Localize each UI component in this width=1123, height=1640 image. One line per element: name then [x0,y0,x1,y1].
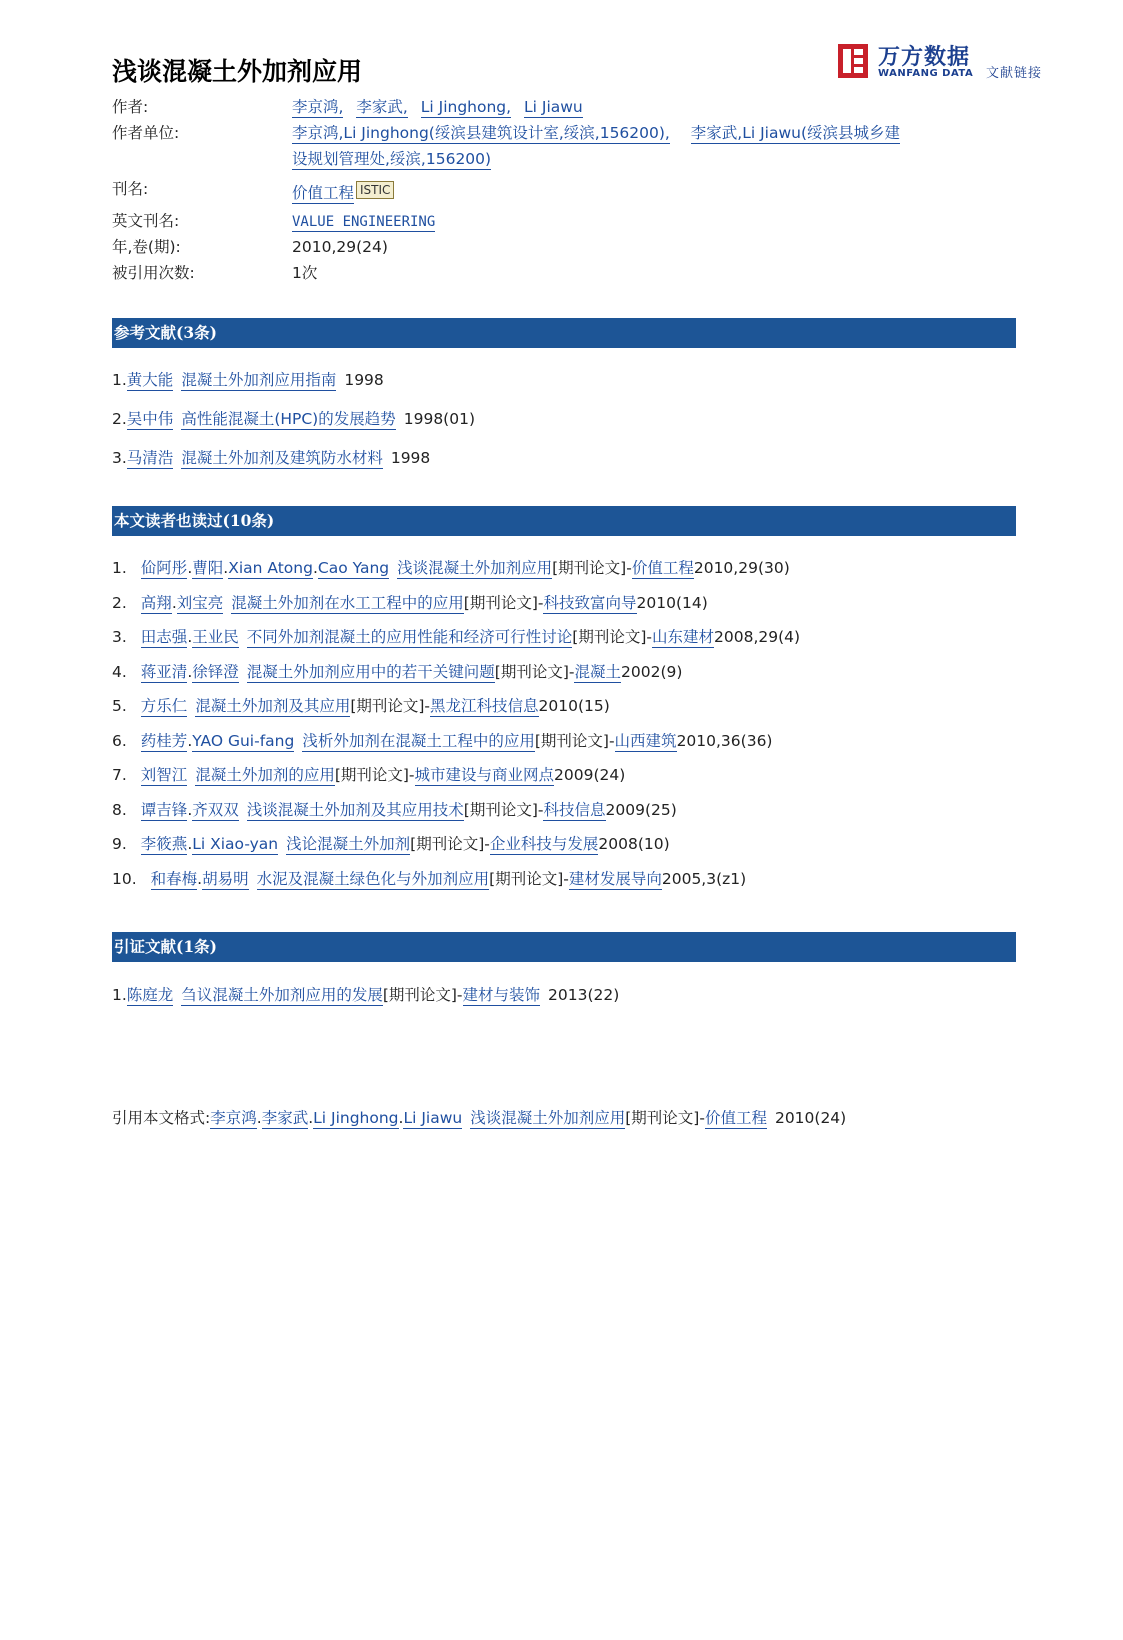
en-journal-label: 英文刊名: [112,212,180,230]
reader-author-link[interactable]: 和春梅 [150,869,198,888]
reader-author-link[interactable]: YAO Gui-fang [192,731,295,750]
reader-author-link[interactable]: Xian Atong [228,559,313,577]
reader-issue: 2008(10) [598,835,670,853]
journal-link[interactable]: 价值工程 [292,184,355,202]
affiliation-link-continued[interactable]: 设规划管理处,绥滨,156200) [292,150,492,168]
reader-journal-link[interactable]: 山东建材 [651,628,714,646]
reader-journal-link[interactable]: 山西建筑 [614,731,677,750]
reader-title-link[interactable]: 混凝土外加剂及其应用 [195,697,351,715]
reference-year: 1998(01) [403,410,475,428]
reader-author-link[interactable]: 李筱燕 [140,835,188,853]
reader-item: 10. 和春梅.胡易明 水泥及混凝土绿色化与外加剂应用[期刊论文]-建材发展导向2005,3(z1) [112,869,747,888]
item-number: 3. [112,628,127,646]
readers-section-title: 本文读者也读过(10条) [114,511,275,530]
reader-author-link[interactable]: 蒋亚清 [140,662,188,681]
reference-title-link[interactable]: 混凝土外加剂及建筑防水材料 [181,449,383,467]
reader-author-link[interactable]: 佡阿彤 [140,559,188,577]
citing-section-title: 引证文献(1条) [114,937,217,956]
item-number: 1. [112,986,127,1004]
page-title: 浅谈混凝土外加剂应用 [112,57,363,86]
reader-title-link[interactable]: 浅论混凝土外加剂 [286,835,411,853]
wanfang-logo[interactable] [838,40,1058,80]
item-number: 5. [112,697,127,715]
reader-type: [期刊论文]- [410,835,490,853]
reader-item: 4. 蒋亚清.徐铎澄 混凝土外加剂应用中的若干关键问题[期刊论文]-混凝土2002(9) [112,662,683,681]
citing-type: [期刊论文]- [382,986,463,1004]
affiliation-label: 作者单位: [112,124,180,142]
reader-issue: 2009(25) [605,800,677,819]
reader-author-link[interactable]: 曹阳 [192,559,224,577]
reader-author-link[interactable]: 药桂芳 [140,731,188,750]
citation-author-link[interactable]: 李京鸿 [210,1109,257,1127]
reader-item: 8. 谭吉锋.齐双双 浅谈混凝土外加剂及其应用技术[期刊论文]-科技信息2009(25) [112,800,677,819]
item-number: 2. [112,593,127,612]
reader-author-link[interactable]: 徐铎澄 [192,662,239,681]
affiliation-link[interactable]: 李家武,Li Jiawu(绥滨县城乡建 [690,124,901,142]
citing-item [112,984,1016,1006]
reader-type: [期刊论文]- [350,697,431,715]
author-list [292,94,992,120]
citation-journal-link[interactable]: 价值工程 [704,1109,767,1127]
reader-title-link[interactable]: 混凝土外加剂的应用 [195,766,335,784]
reader-issue: 2005,3(z1) [661,869,747,888]
reader-type: [期刊论文]- [494,662,575,681]
reader-author-link[interactable]: 刘宝亮 [176,593,224,612]
readers-section-header [112,506,1016,536]
reader-issue: 2009(24) [554,766,626,784]
citation-format: 引用本文格式:李京鸿.李家武.Li Jinghong.Li Jiawu 浅谈混凝土外加剂应用[期刊论文]-价值工程 2010(24) [112,1109,847,1127]
references-section-header [112,318,1016,348]
wanfang-logo-icon [838,44,868,78]
author-link[interactable]: 李京鸿, [292,98,344,116]
citing-title-link[interactable]: 刍议混凝土外加剂应用的发展 [181,986,383,1004]
reader-type: [期刊论文]- [534,731,615,750]
reader-author-link[interactable]: 谭吉锋 [140,800,188,819]
item-number: 1. [112,559,127,577]
reader-author-link[interactable]: 齐双双 [192,800,239,819]
item-number: 2. [112,410,127,428]
author-link[interactable]: Li Jinghong, [420,98,512,116]
reference-year: 1998 [344,371,384,389]
cited-count: 1次 [292,264,318,282]
item-number: 8. [112,800,127,819]
reader-item: 1. 佡阿彤.曹阳.Xian Atong.Cao Yang 浅谈混凝土外加剂应用[期刊论文]-价值工程2010,29(30) [112,559,790,577]
citing-journal-link[interactable]: 建材与装饰 [462,986,541,1004]
reference-item [112,447,1016,469]
istic-badge: ISTIC [356,181,394,199]
references-section-title: 参考文献(3条) [114,323,217,342]
citation-title-link[interactable]: 浅谈混凝土外加剂应用 [470,1109,626,1127]
item-number: 3. [112,449,127,467]
affiliation-link[interactable]: 李京鸿,Li Jinghong(绥滨县建筑设计室,绥滨,156200), [292,124,670,142]
reader-title-link[interactable]: 浅析外加剂在混凝土工程中的应用 [302,731,535,750]
reader-type: [期刊论文]- [463,593,544,612]
reader-journal-link[interactable]: 企业科技与发展 [489,835,599,853]
reference-author-link[interactable]: 马清浩 [126,449,174,467]
reference-author-link[interactable]: 吴中伟 [126,410,174,428]
reader-item: 3. 田志强.王业民 不同外加剂混凝土的应用性能和经济可行性讨论[期刊论文]-山东建材2008,29(4) [112,628,801,646]
reader-author-link[interactable]: 胡易明 [202,869,249,888]
reader-issue: 2010(15) [538,697,610,715]
issue-label: 年,卷(期): [112,238,181,256]
author-label: 作者: [112,98,149,116]
item-number: 4. [112,662,127,681]
cited-label: 被引用次数: [112,264,195,282]
reader-title-link[interactable]: 不同外加剂混凝土的应用性能和经济可行性讨论 [246,628,573,646]
en-journal-link[interactable]: VALUE ENGINEERING [292,214,436,230]
reference-year: 1998 [390,449,431,467]
reference-item [112,369,1016,391]
item-number: 1. [112,371,127,389]
literature-link[interactable]: 文献链接 [986,66,1043,81]
citation-format-label: 引用本文格式: [112,1109,211,1127]
journal-label: 刊名: [112,180,149,198]
citing-issue: 2013(22) [548,986,620,1004]
reader-item: 6. 药桂芳.YAO Gui-fang 浅析外加剂在混凝土工程中的应用[期刊论文]-山西建筑2010,36(36) [112,731,773,750]
reader-author-link[interactable]: Cao Yang [317,559,390,577]
reader-journal-link[interactable]: 科技致富向导 [543,593,637,612]
reader-journal-link[interactable]: 混凝土 [574,662,621,681]
reference-item [112,408,1016,430]
reader-author-link[interactable]: 方乐仁 [140,697,188,715]
reader-author-link[interactable]: 田志强 [140,628,188,646]
journal-value [292,180,992,206]
reference-title-link[interactable]: 混凝土外加剂应用指南 [181,371,337,389]
reader-issue: 2010(14) [636,593,708,612]
affiliation-list [292,120,992,172]
reader-author-link[interactable]: Li Xiao-yan [192,835,279,853]
citing-section-header [112,932,1016,962]
reader-title-link[interactable]: 混凝土外加剂应用中的若干关键问题 [246,662,495,681]
brand-name-en: WANFANG DATA [878,68,974,79]
brand-name-cn: 万方数据 [878,45,971,70]
reader-item [112,695,1016,717]
reference-author-link[interactable]: 黄大能 [126,371,174,389]
reader-title-link[interactable]: 浅谈混凝土外加剂及其应用技术 [246,800,464,819]
reader-type: [期刊论文]- [334,766,415,784]
citation-issue: 2010(24) [774,1109,847,1127]
reader-title-link[interactable]: 混凝土外加剂在水工工程中的应用 [231,593,464,612]
citation-author-link[interactable]: Li Jiawu [403,1109,463,1127]
reader-author-link[interactable]: 高翔 [140,593,172,612]
author-link[interactable]: 李家武, [356,98,408,116]
reader-journal-link[interactable]: 价值工程 [631,559,694,577]
reader-journal-link[interactable]: 城市建设与商业网点 [414,766,555,784]
reader-issue: 2010,36(36) [676,731,773,750]
reader-title-link[interactable]: 水泥及混凝土绿色化与外加剂应用 [256,869,490,888]
reference-title-link[interactable]: 高性能混凝土(HPC)的发展趋势 [181,410,396,428]
reader-journal-link[interactable]: 建材发展导向 [568,869,662,888]
reader-title-link[interactable]: 浅谈混凝土外加剂应用 [397,559,553,577]
issue-value: 2010,29(24) [292,238,388,256]
reader-issue: 2008,29(4) [714,628,801,646]
citing-author-link[interactable]: 陈庭龙 [126,986,174,1004]
reader-journal-link[interactable]: 科技信息 [543,800,606,819]
reader-type: [期刊论文]- [489,869,569,888]
reader-issue: 2002(9) [621,662,683,681]
author-link[interactable]: Li Jiawu [524,98,583,116]
reader-item: 2. 高翔.刘宝亮 混凝土外加剂在水工工程中的应用[期刊论文]-科技致富向导2010(14) [112,593,708,612]
reader-type: [期刊论文]- [572,628,652,646]
reader-issue: 2010,29(30) [693,559,790,577]
reader-author-link[interactable]: 王业民 [192,628,239,646]
reader-author-link[interactable]: 刘智江 [140,766,188,784]
en-journal-value [292,208,992,235]
citation-type: [期刊论文]- [625,1109,705,1127]
reader-type: [期刊论文]- [552,559,632,577]
reader-journal-link[interactable]: 黑龙江科技信息 [430,697,539,715]
reader-type: [期刊论文]- [463,800,544,819]
item-number: 7. [112,766,127,784]
citation-author-link[interactable]: 李家武 [261,1109,309,1127]
item-number: 10. [112,869,137,888]
citation-author-link[interactable]: Li Jinghong [313,1109,399,1127]
reader-item [112,764,1016,786]
item-number: 6. [112,731,127,750]
item-number: 9. [112,835,127,853]
reader-item: 9. 李筱燕.Li Xiao-yan 浅论混凝土外加剂[期刊论文]-企业科技与发展2008(10) [112,835,670,853]
